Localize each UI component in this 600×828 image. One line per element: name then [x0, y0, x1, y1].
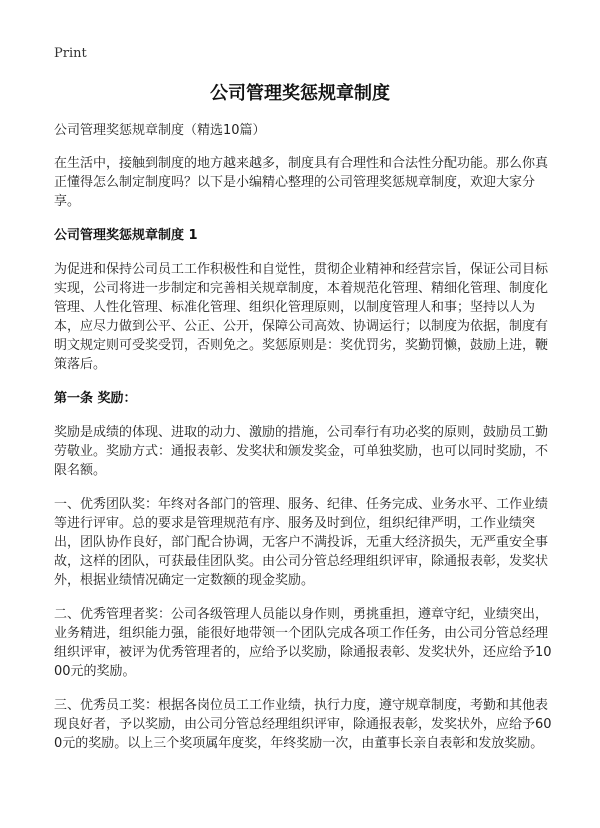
print-link[interactable]: Print	[54, 46, 87, 61]
award-item-manager: 二、优秀管理者奖：公司各级管理人员能以身作则，勇挑重担，遵章守纪，业绩突出，业务精进，组织能力强，能很好地带领一个团队完成各项工作任务，由公司分管总经理组织评审，被评为优秀管理者的，应给予以奖励，除通报表彰、发奖状外，还应给予1000元的奖励。	[54, 607, 552, 679]
award-item-team: 一、优秀团队奖：年终对各部门的管理、服务、纪律、任务完成、业务水平、工作业绩等进行评审。总的要求是管理规范有序、服务及时到位，组织纪律严明，工作业绩突出，团队协作良好，部门配合协调，无客户不满投诉，无重大经济损失，无严重安全事故，这样的团队，可获最佳团队奖。由公司分管总经理组织评审，除通报表彰，发奖状外，根据业绩情况确定一定数额的现金奖励。	[54, 497, 549, 588]
document-body	[54, 121, 552, 768]
section-paragraph: 为促进和保持公司员工工作积极性和自觉性，贯彻企业精神和经营宗旨，保证公司目标实现，公司将进一步制定和完善相关规章制度，本着规范化管理、精细化管理、制度化管理、人性化管理、标准化管理、组织化管理原则，以制度管理人和事；坚持以人为本，应尽力做到公平、公正、公开，保障公司高效、协调运行；以制度为依据，制度有明文规定则可受奖受罚，否则免之。奖惩原则是：奖优罚劣，奖勤罚懒，鼓励上进，鞭策落后。	[54, 262, 549, 372]
award-item-employee: 三、优秀员工奖：根据各岗位员工工作业绩，执行力度，遵守规章制度，考勤和其他表现良好者，予以奖励，由公司分管总经理组织评审，除通报表彰，发奖状外，应给予600元的奖励。以上三个奖项属年度奖，年终奖励一次，由董事长亲自表彰和发放奖励。	[54, 698, 552, 751]
article-paragraph: 奖励是成绩的体现、进取的动力、激励的措施，公司奉行有功必奖的原则，鼓励员工勤劳敬业。奖励方式：通报表彰、发奖状和颁发奖金，可单独奖励，也可以同时奖励，不限名额。	[54, 425, 549, 478]
page-title: 公司管理奖惩规章制度	[210, 83, 390, 104]
article-heading: 第一条 奖励：	[54, 391, 137, 406]
section-heading: 公司管理奖惩规章制度 1	[54, 228, 198, 243]
document-subtitle: 公司管理奖惩规章制度（精选10篇）	[54, 123, 266, 138]
intro-paragraph: 在生活中，接触到制度的地方越来越多，制度具有合理性和合法性分配功能。那么你真正懂得怎么制定制度吗？以下是小编精心整理的公司管理奖惩规章制度，欢迎大家分享。	[54, 156, 549, 209]
